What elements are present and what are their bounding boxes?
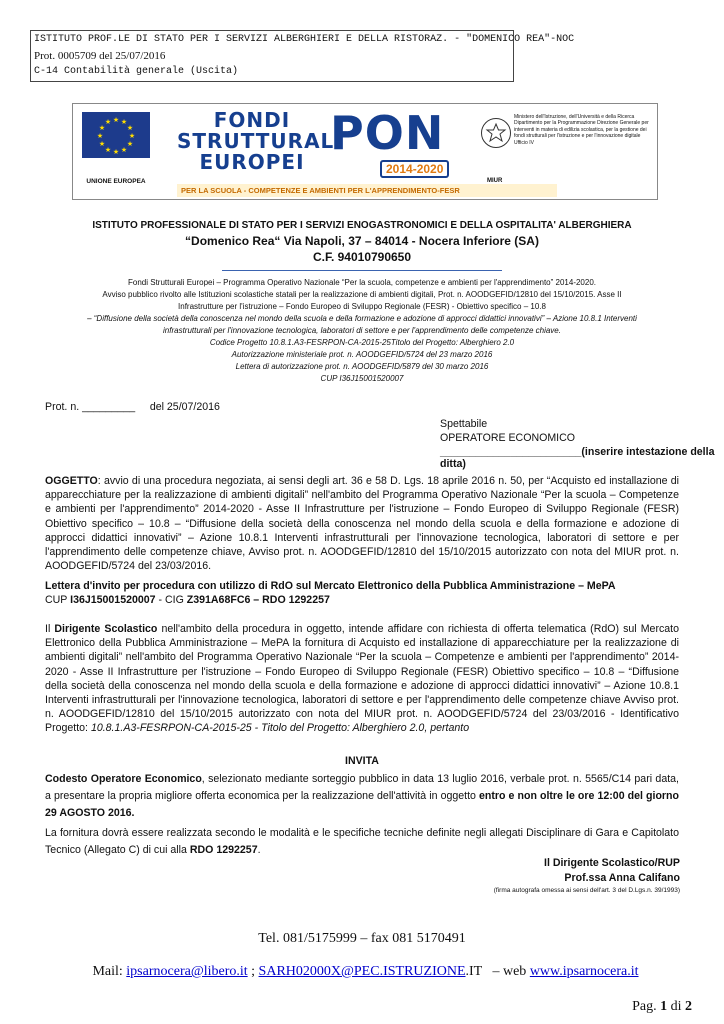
institute-address: “Domenico Rea“ Via Napoli, 37 – 84014 - Nocera Inferiore (SA) xyxy=(185,234,539,248)
operatore-label: Codesto Operatore Economico xyxy=(45,773,202,785)
svg-text:★: ★ xyxy=(112,149,120,156)
dirigente-label: Dirigente Scolastico xyxy=(54,623,158,635)
fesr-strip: PER LA SCUOLA - COMPETENZE E AMBIENTI PER L'APPRENDIMENTO-FESR xyxy=(177,184,557,197)
lettera-invito: Lettera d'invito per procedura con utilizzo di RdO sul Mercato Elettronico della Pubblica Amministrazione – MePA xyxy=(45,580,616,592)
svg-text:★: ★ xyxy=(126,125,134,132)
institute-cf: C.F. 94010790650 xyxy=(312,250,412,264)
svg-text:★: ★ xyxy=(120,119,128,126)
eu-flag-icon xyxy=(82,112,150,158)
miur-label: MIUR xyxy=(487,178,503,184)
project-line-3: Infrastrutture per l'istruzione – Fondo Europeo di Sviluppo Regionale (FESR) - Obiettivo specifico – 10.8 xyxy=(178,302,546,311)
deadline: entro e non oltre le ore 12:00 del giorno 29 AGOSTO 2016. xyxy=(45,789,679,819)
rdo-code: – RDO 1292257 xyxy=(250,594,330,606)
footer-mail-web: Mail: ipsarnocera@libero.it ; SARH02000X@PEC.ISTRUZIONE.IT – web www.ipsarnocera.it xyxy=(92,964,639,979)
svg-text:★: ★ xyxy=(104,119,112,126)
fornitura-paragraph: La fornitura dovrà essere realizzata secondo le modalità e le specifiche tecniche definite negli allegati Disciplinare di Gara e Capitolato Tecnico (Allegato C) di cui alla RDO 1292257. xyxy=(45,827,679,856)
oggetto-paragraph xyxy=(45,474,679,573)
header-divider xyxy=(222,270,502,271)
eu-label: UNIONE EUROPEA xyxy=(86,178,146,185)
cup-cig-line: CUP I36J15001520007 - CIG Z391A68FC6 – RDO 1292257 xyxy=(45,594,330,606)
project-identifier: 10.8.1.A3-FESRPON-CA-2015-25 - Titolo del Progetto: Alberghiero 2.0, pertanto xyxy=(90,722,470,735)
prot-number: Prot. n. _________ del 25/07/2016 xyxy=(45,401,220,413)
svg-text:★: ★ xyxy=(126,141,134,148)
miur-text: Ministero dell'Istruzione, dell'Università e della Ricerca Dipartimento per la Programmazione Direzione Generale per interventi in materia di edilizia scolastica, per la gestione dei fondi strutturali per l'istruzione e per l'innovazione digitale Ufficio IV xyxy=(514,114,649,146)
project-letter: Lettera di autorizzazione prot. n. AOODGEFID/5879 del 30 marzo 2016 xyxy=(235,362,489,371)
svg-text:★: ★ xyxy=(104,147,112,154)
svg-text:★: ★ xyxy=(128,133,136,140)
project-code: Codice Progetto 10.8.1.A3-FESRPON-CA-2015-25Titolo del Progetto: Alberghiero 2.0 xyxy=(209,338,515,347)
stamp-line-3: C-14 Contabilità generale (Uscita) xyxy=(34,66,239,77)
signature-title: Il Dirigente Scolastico/RUP xyxy=(544,857,680,869)
mail-link[interactable]: ipsarnocera@libero.it xyxy=(126,964,248,979)
fondi-logo: FONDI STRUTTURALI EUROPEI xyxy=(177,108,343,174)
project-line-2: Avviso pubblico rivolto alle Istituzioni scolastiche statali per la realizzazione di ambienti digitali, Prot. n. AOODGEFID/12810 del 15/10/2015. Asse II xyxy=(102,290,622,299)
project-line-5: infrastrutturali per l'innovazione tecnologica, laboratori di settore e per l'apprendimento delle competenze chiave. xyxy=(163,326,561,335)
pon-logo: PON xyxy=(330,106,445,160)
svg-text:★: ★ xyxy=(98,125,106,132)
footer-contacts: Tel. 081/5175999 – fax 081 5170491 xyxy=(258,931,466,946)
recipient-placeholder: ________________________(inserire intestazione della ditta) xyxy=(440,446,715,470)
signature-note: (firma autografa omessa ai sensi dell'art. 3 del D.Lgs.n. 39/1993) xyxy=(493,887,680,894)
institute-name: ISTITUTO PROFESSIONALE DI STATO PER I SERVIZI ENOGASTRONOMICI E DELLA OSPITALITA' ALBERGHIERA xyxy=(92,220,632,231)
invita-title: INVITA xyxy=(345,755,379,767)
oggetto-text: : avvio di una procedura negoziata, ai sensi degli art. 36 e 58 D. Lgs. 18 aprile 2016 n. 50, per “Acquisto ed installazione di apparecchiature per la realizzazione di ambienti digitali” nell'ambito del Programma Operativo Nazionale “Per la scuola – Competenze e ambienti per l'apprendimento” 2014-2020 - Asse II Infrastrutture per l'istruzione – Fondo Europeo di Sviluppo Regionale (FESR) Obiettivo specifico – 10.8 – “Diffusione della società della conoscenza nel mondo della scuola e della formazione e adozione di approcci didattici innovativi” – Azione 10.8.1 Interventi infrastrutturali per l'innovazione tecnologica, laboratori di settore e per l'apprendimento delle competenze chiave, Avviso prot. n. AOODGEFID/12810 del 15/10/2015 autorizzato con nota del MIUR prot. n. AOODGEFID/5724 del 23/03/2016. xyxy=(45,475,679,573)
pec-link[interactable]: SARH02000X@PEC.ISTRUZIONE xyxy=(258,964,466,979)
signature-name: Prof.ssa Anna Califano xyxy=(564,872,680,884)
rdo-ref: RDO 1292257 xyxy=(189,843,258,856)
svg-text:★: ★ xyxy=(120,147,128,154)
republic-emblem-icon xyxy=(481,118,511,148)
pon-years: 2014-2020 xyxy=(380,160,449,178)
project-line-1: Fondi Strutturali Europei – Programma Operativo Nazionale “Per la scuola, competenze e ambienti per l'apprendimento” 2014-2020. xyxy=(128,278,596,287)
svg-text:★: ★ xyxy=(112,117,120,124)
recipient-name: OPERATORE ECONOMICO xyxy=(440,432,575,444)
pon-banner xyxy=(72,103,658,200)
oggetto-label: OGGETTO xyxy=(45,475,98,487)
project-line-4: – “Diffusione della società della conoscenza nel mondo della scuola e della formazione e adozione di approcci didattici innovativi” – Azione 10.8.1 Interventi xyxy=(87,314,637,323)
dirigente-paragraph: Il Dirigente Scolastico nell'ambito della procedura in oggetto, intende affidare con richiesta di offerta telematica (RdO) sul Mercato Elettronico della Pubblica Amministrazione – MePA la fornitura di Acquisto ed installazione di apparecchiature per la realizzazione di ambienti digitali” nell'ambito del Programma Operativo Nazionale “Per la scuola – Competenze e ambienti per l'apprendimento” 2014-2020 - Asse II Infrastrutture per l'istruzione – Fondo Europeo di Sviluppo Regionale (FESR) Obiettivo specifico – 10.8 – “Diffusione della società della conoscenza nel mondo della scuola e della formazione e adozione di approcci didattici innovativi” – Azione 10.8.1 Interventi infrastrutturali per l'innovazione tecnologica, laboratori di settore e per l'apprendimento delle competenze chiave Avviso prot. n. AOODGEFID/12810 del 15/10/2015 autorizzato con nota del MIUR prot. n. AOODGEFID/5724 del 23/03/2016 - Identificativo Progetto: 10.8.1.A3-FESRPON-CA-2015-25 - Titolo del Progetto: Alberghiero 2.0, pertanto xyxy=(45,623,679,735)
stamp-line-1: ISTITUTO PROF.LE DI STATO PER I SERVIZI ALBERGHIERI E DELLA RISTORAZ. - "DOMENICO REA"-NOC xyxy=(34,34,575,45)
project-authorization: Autorizzazione ministeriale prot. n. AOODGEFID/5724 del 23 marzo 2016 xyxy=(231,350,493,359)
web-link[interactable]: www.ipsarnocera.it xyxy=(529,964,639,979)
project-cup: CUP I36J15001520007 xyxy=(320,374,404,383)
protocol-stamp xyxy=(30,30,575,82)
recipient-greeting: Spettabile xyxy=(440,418,488,430)
cig-code: Z391A68FC6 xyxy=(186,594,251,606)
svg-text:★: ★ xyxy=(96,133,104,140)
invita-paragraph: Codesto Operatore Economico, selezionato mediante sorteggio pubblico in data 13 luglio 2016, verbale prot. n. 5565/C14 pari data, a presentare la propria migliore offerta economica per la realizzazione dell'attività in oggetto entro e non oltre le ore 12:00 del giorno 29 AGOSTO 2016. xyxy=(45,773,679,819)
page-number: Pag. 1 di 2 xyxy=(632,999,692,1014)
stamp-line-2: Prot. 0005709 del 25/07/2016 xyxy=(34,50,166,62)
cup-code: I36J15001520007 xyxy=(70,594,156,606)
svg-text:★: ★ xyxy=(98,141,106,148)
